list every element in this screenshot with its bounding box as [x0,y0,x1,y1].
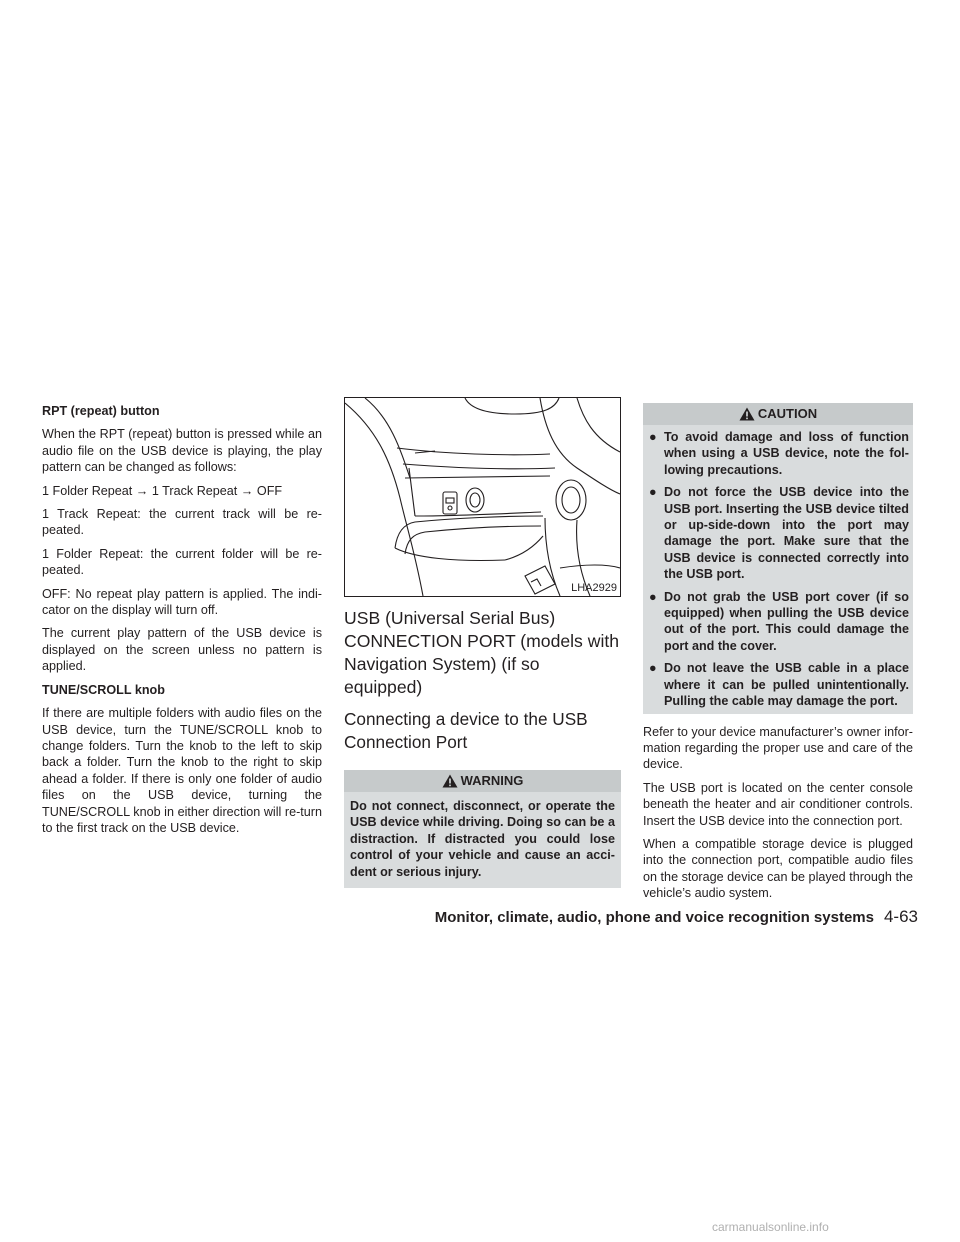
page-number: 4-63 [883,907,918,926]
tune-scroll-paragraph: If there are multiple folders with audio files on the USB device, turn the TUNE/SCROLL knob to change folders. Turn the knob to the left to skip back a folder. Turn the knob to the right to skip ahead a folder. If there is only one folder of audio files on the USB device, turning the TUNE/SCROLL knob in either direction will re-turn to the first track on the USB device. [42,706,322,835]
site-watermark: carmanualsonline.info [712,1220,829,1234]
off-paragraph: OFF: No repeat play pattern is applied. The indi-cator on the display will turn off. [42,586,322,618]
port-location-paragraph: The USB port is located on the center console beneath the heater and air conditioner controls. Insert the USB device into the connection port. [643,780,913,828]
manufacturer-paragraph: Refer to your device manufacturer’s owner infor-mation regarding the proper use and care of the device. [643,724,913,772]
figure-id-label: LHA2929 [571,582,617,594]
tune-scroll-heading: TUNE/SCROLL knob [42,682,165,697]
section-title: USB (Universal Serial Bus) CONNECTION PORT (models with Navigation System) (if so equipped) [344,608,620,697]
warning-triangle-icon [442,774,458,788]
usb-port-illustration [344,397,621,597]
caution-item-text: Do not grab the USB port cover (if so equipped) when pulling the USB device out of the port. This could damage the port and the cover. [664,589,909,653]
warning-header [344,770,621,792]
caution-triangle-icon [739,407,755,421]
subsection-title: Connecting a device to the USB Connection Port [344,709,588,752]
bullet-icon: ● [649,485,657,500]
caution-item [647,589,909,655]
caution-item [647,484,909,582]
center-console-drawing [345,398,620,596]
caution-box [643,403,913,714]
chapter-title: Monitor, climate, audio, phone and voice recognition systems [434,909,874,926]
caution-header [643,403,913,425]
track-repeat-paragraph: 1 Track Repeat: the current track will be re-peated. [42,507,322,538]
bullet-icon: ● [649,661,657,676]
page-footer [435,907,918,927]
rpt-intro-paragraph: When the RPT (repeat) button is pressed while an audio file on the USB device is playing, the play pattern can be changed as follows: [42,427,322,475]
caution-title: CAUTION [757,405,818,421]
caution-item [647,660,909,709]
rpt-button-heading: RPT (repeat) button [42,404,160,418]
bullet-icon: ● [649,430,657,444]
warning-title: WARNING [460,772,524,788]
warning-box [344,770,621,888]
right-column [643,403,913,909]
middle-column [344,403,621,888]
caution-list [643,425,913,714]
bullet-icon: ● [649,589,657,604]
rpt-sequence: 1 Folder Repeat → 1 Track Repeat → OFF [42,483,283,498]
caution-item-text: Do not leave the USB cable in a place where it can be pulled unintentionally. Pulling the cable may damage the port. [664,661,909,709]
caution-item-text: To avoid damage and loss of function when using a USB device, note the fol-lowing precautions. [664,430,909,477]
caution-item [647,429,909,478]
warning-text: Do not connect, disconnect, or operate the USB device while driving. Doing so can be a distraction. If distracted you could lose control of your vehicle and cause an acci-dent or serious injury. [350,799,615,879]
compatible-device-paragraph: When a compatible storage device is plugged into the connection port, compatible audio files on the storage device can be played through the vehicle’s audio system. [643,836,913,901]
folder-repeat-paragraph: 1 Folder Repeat: the current folder will be re-peated. [42,546,322,578]
caution-item-text: Do not force the USB device into the USB port. Inserting the USB device tilted or up-side-down into the port may damage the port. Make sure that the USB device is connected correctly into the USB port. [664,485,909,582]
left-column [42,403,322,843]
current-pattern-paragraph: The current play pattern of the USB device is displayed on the screen unless no pattern is applied. [42,626,322,674]
